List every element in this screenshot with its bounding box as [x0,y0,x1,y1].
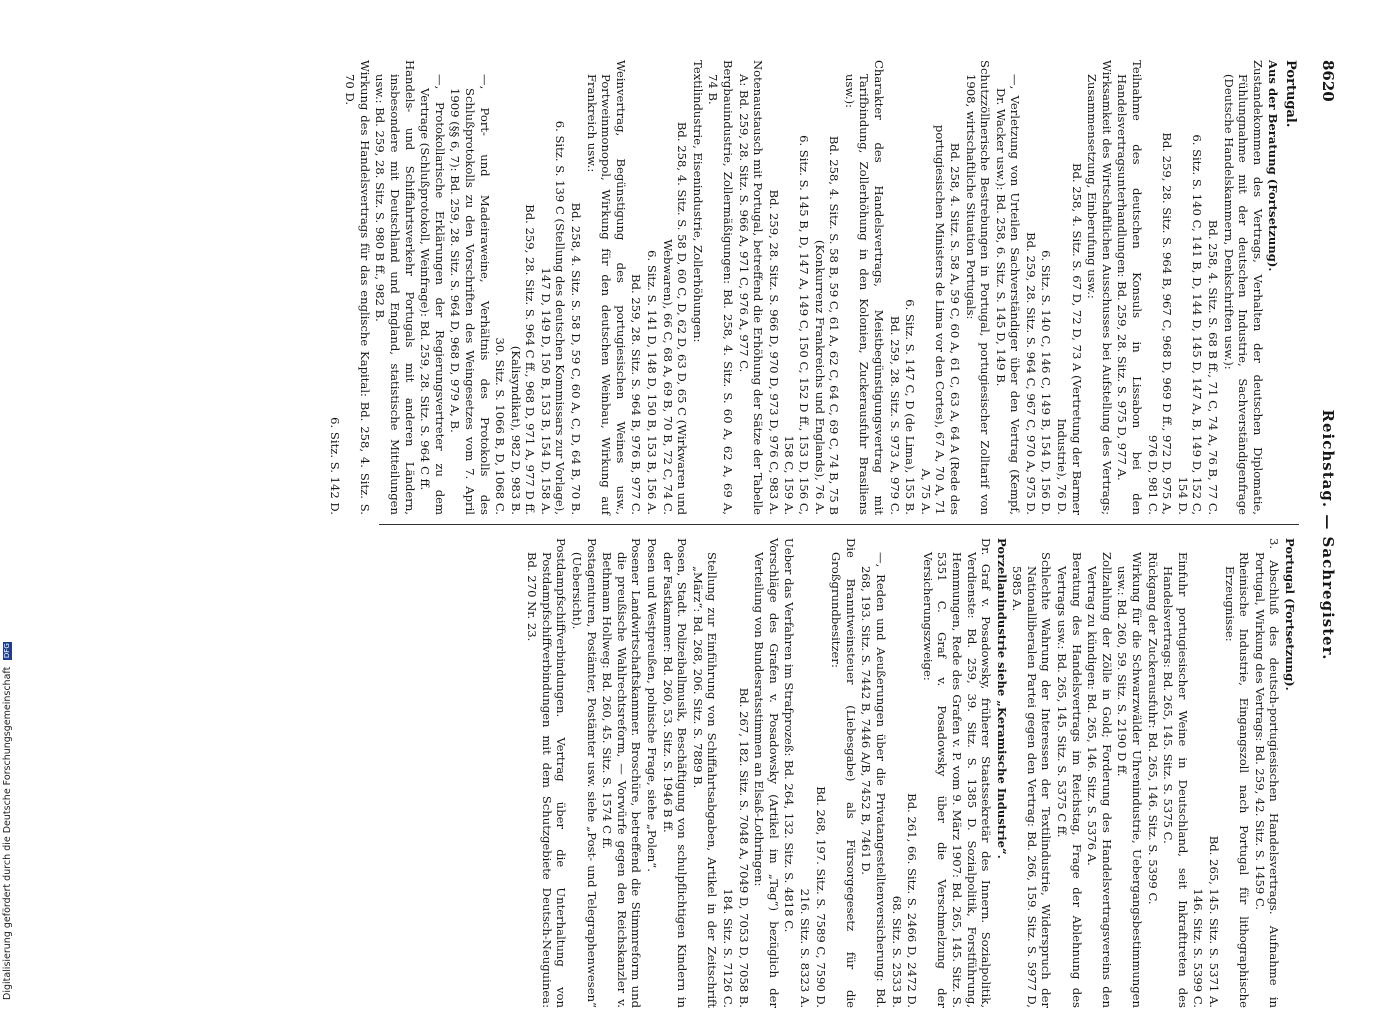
right-entry: Bd. 267, 182. Sitz. S. 7048 A, 7049 D, 7053 D, 7058 B. [736,687,751,1008]
right-entry: Posener Landwirtschaftskammer. Broschüre, betreffend die Stimmreform und die preußische Wahlrechtsreform, — Vorwürfe gegen den Reichskanzler v. Bethmann Hollweg: Bd. 260, 45. Sitz. S. 1574 C ff. [600,538,644,1008]
right-entry: Bd. 265, 145. Sitz. S. 5371 A. [1207,835,1222,1008]
left-entry: Zustandekommen des Vertrags, Verhalten der deutschen Diplomatie, Fühlungnahme mit der deutschen Industrie, Sachverständigenfrage (Deutsche Handelskammern, Denkschriften usw.): [1221,60,1265,515]
left-entry: Bd. 259, 28. Sitz. S. 964 C ff., 968 D, 971 A, 977 D ff. (Kalisyndikat), 982 D, 983 B. [508,204,538,515]
right-entry: Schlechte Wahrung der Interessen der Textilindustrie, Widerspruch der Nationalliberalen Partei gegen den Vertrag: Bd. 266, 159. Sitz. S. 5977 D, 5985 A. [1010,552,1054,1008]
right-entry: Zollzahlung der Zölle in Gold; Forderung des Handelsvertragsvereins den Vertrag zu kündigen: Bd. 265, 146. Sitz. S. 5376 A. [1085,552,1114,1008]
left-entry: Textilindustrie, Eisenindustrie, Zollerhöhungen: [690,60,705,343]
left-entry: 6. Sitz. S. 147 C, D (de Lima), 155 B. [903,299,918,515]
left-entry: Notenaustausch mit Portugal, betreffend die Erhöhung der Sätze der Tabelle A: Bd. 259, 28. Sitz. S. 966 A, 971 C, 976 A, 977 C. [736,60,766,515]
right-entry: 216. Sitz. S. 8323 A. [798,888,812,1008]
right-entry: Posen und Westpreußen, polnische Frage, siehe „Polen“. [645,538,660,872]
left-entry: Wirksamkeit des Wirtschaftlichen Ausschusses bei Aufstellung des Vertrags; Zusammensetzung, Einberufung usw.: [1085,60,1114,515]
left-entry: Schutzzöllnerische Bestrebungen in Portugal, portugiesischer Zolltarif von 1908, wirtschaftliche Situation Portugals: [963,60,993,515]
right-entry: Rheinische Industrie, Eingangszoll nach Portugal für lithographische Erzeugnisse: [1222,552,1252,1008]
right-entry: Rückgang der Zuckerausfuhr: Bd. 265, 146. Sitz. S. 5399 C. [1145,552,1160,905]
right-entry: 184. Sitz. S. 7126 C. [721,888,736,1008]
right-entry: Bd. 268, 197. Sitz. S. 7589 C, 7590 D. [813,786,828,1008]
left-entry: Bd. 259, 28. Sitz. S. 964 C, 967 C, 970 A, 975 D. [1023,232,1038,515]
left-entry: Teilnahme des deutschen Konsuls in Lissabon bei den Handelsvertragsunterhandlungen: Bd. 259, 28. Sitz. S. 975 D, 977 A. [1115,60,1145,515]
right-entry: 146. Sitz. S. 5399 C. [1191,888,1206,1008]
right-entry: Die Branntweinsteuer (Liebesgabe) als Fürsorgegesetz für die Großgrundbesitzer: [829,538,858,1008]
right-entry: Dr. Graf v. Posadowsky, früherer Staatssekretär des Innern. Sozialpolitik, Verdienste: Bd. 259, 39. Sitz. S. 1385 D. Sozialpolitik, Forstführung, Hemmungen, Rede des Grafen v. P. vom 9. März 1907: Bd. 265, 145. Sitz. S. 5351 C. Graf v. Posadowsky über die Verschmelzung der Versicherungszweige: [920,538,994,1008]
left-entry: Bd. 258, 4. Sitz. S. 68 B ff., 71 C, 74 A, 76 B, 77 C. [1206,219,1221,515]
left-entry: —, Protokollarische Erklärungen der Regierungsvertreter zu dem Vertrage (Schlußprotokoll, Weinfrage): Bd. 259, 28. Sitz. S. 964 C ff. [418,74,447,515]
right-entry: —, Reden und Aeußerungen über die Privatangestelltenversicherung: Bd. 268, 193. Sitz. S. 7442 B, 7446 A/B, 7452 B, 7461 D. [859,552,888,1008]
column-divider [379,524,1299,525]
left-entry: Wirkung des Handelsvertrags für das englische Kapital: Bd. 258, 4. Sitz. S. 70 D. [343,60,372,515]
dfg-logo: DFG [3,643,11,659]
left-entry: Bd. 258, 4. Sitz. S. 58 D, 59 C, 60 A, C, D, 64 B, 70 B. [569,202,584,515]
right-entry: 3. Abschluß des deutsch-portugiesischen Handelsvertrags. Aufnahme in Portugal, Wirkung des Vertrags: Bd. 259, 42. Sitz. S. 1459 C. [1252,538,1282,1008]
page-title: Reichstag. — Sachregister. [1319,409,1337,661]
right-entries [525,538,1297,1008]
left-entry: Bd. 258, 4. Sitz. S. 58 A, 59 C, 60 A, 61 C, 63 A, 64 A (Rede des portugiesischen Ministers de Lima vor den Cortes), 67 A, 70 A, 71 A, 75 A. [918,124,962,515]
left-column-heading: Portugal. [1283,60,1298,128]
right-entry: Bd. 261, 66. Sitz. S. 2466 D, 2472 D. [905,793,920,1008]
left-entry: Bergbauindustrie, Zollermäßigungen: Bd. 258, 4. Sitz. S. 60 A, 62 A, 69 A, 74 B. [706,60,736,515]
left-entry: 6. Sitz. S. 142 D. [327,417,342,515]
left-entry: 6. Sitz. S. 141 D, 148 D, 150 B, 153 B, 156 A. [645,250,660,515]
page-number: 8620 [1319,60,1337,102]
right-entry: Beratung des Handelsvertrags im Reichstag, Frage der Ablehnung des Vertrags usw.: Bd. 265, 145. Sitz. S. 5375 C ff. [1055,552,1084,1008]
left-entry: 6. Sitz. S. 139 C (Stellung des deutschen Kommissars zur Vorlage), 147 D, 149 D, 150 B, 153 B, 154 D, 158 A. [538,120,568,515]
left-entry: Aus der Beratung (Fortsetzung). [1266,60,1281,272]
left-entry: 30. Sitz. S. 1066 B, D, 1068 C. [493,337,508,515]
left-entry: Weinvertrag, Begünstigung des portugiesischen Weines usw., Portweinmonopol, Wirkung für den deutschen Weinbau, Wirkung auf Frankreich usw.: [584,60,628,515]
right-entry: Vorschläge des Grafen v. Posadowsky (Artikel im „Tag“) bezüglich der Verteilung von Bundesratsstimmen an Elsaß-Lothringen: [752,538,781,1008]
left-entry: Bd. 259, 28. Sitz. S. 966 D, 970 D, 973 D, 976 C, 983 A. [766,189,781,515]
left-entry: 6. Sitz. S. 140 C, 141 B, D, 144 D, 145 D, 147 A, B, 149 D, 152 C, 154 D. [1175,134,1205,515]
left-column [326,60,1297,515]
left-entry: Bd. 258, 4. Sitz. S. 58 D, 60 C, D, 62 D, 63 D, 65 C (Wirkwaren und Webwaren), 66 C, 68 A, 69 B, 70 B, 72 C, 74 C. [660,121,690,515]
right-entry: Wirkung für die Schwarzwälder Uhrenindustrie, Uebergangsbestimmungen usw.: Bd. 260, 59. Sitz. S. 2190 D ff. [1115,552,1145,1008]
left-entry: 6. Sitz. S. 145 B, D, 147 A, 149 C, 150 C, 152 D ff., 153 D, 156 C, 158 C, 159 A. [782,135,811,515]
left-entries [327,60,1280,515]
left-entry: Charakter des Handelsvertrags, Meistbegünstigungsvertrag mit Tarifbindung, Zollerhöhung in den Kolonien, Zuckerausfuhr Brasiliens usw.): [842,60,886,515]
right-entry: Portugal (Fortsetzung). [1283,538,1297,691]
right-entry: 68. Sitz. S. 2533 B. [889,895,904,1008]
right-entry: Posen, Stadt. Polizeiballmusik, Beschäftigung von schulpflichtigen Kindern in der Fastkammer: Bd. 260, 53. Sitz. S. 1946 B ff. [660,538,690,1008]
right-column [524,538,1297,1008]
footer-text: Digitalisierung gefördert durch die Deutsche Forschungsgemeinschaft [2,666,13,1000]
left-entry: Bd. 259, 28. Sitz. S. 964 B, 976 B, 977 C. [629,274,644,515]
digitization-footer [2,0,16,1000]
left-entry: Bd. 258, 4. Sitz. S. 67 D, 72 D, 73 A (Vertretung der Barmer Industrie), 76 D. [1055,162,1084,515]
left-entry: Bd. 258, 4. Sitz. S. 58 B, 59 C, 61 A, 62 C, 64 C, 69 C, 74 B, 75 B (Konkurrenz Frankreichs und Englands), 76 A. [812,135,842,515]
right-entry: Postdampfschiffverbindungen. Vertrag über die Unterhaltung von Postdampfschiffverbindungen mit dem Schutzgebiete Deutsch-Neuguinea: Bd. 270 Nr. 23. [525,538,569,1008]
left-entry: Bd. 259, 28. Sitz. S. 973 A, 979 C. [887,315,902,515]
right-entry: Porzellanindustrie siehe „Keramische Industrie“. [994,538,1009,859]
left-entry: —, Verletzung von Urteilen Sachverständiger über den Vertrag (Kempf, Dr. Wacker usw.): Bd. 258, 6. Sitz. S. 145 D, 149 B. [993,74,1023,515]
right-entry: Ueber das Verfahren im Strafprozeß: Bd. 264, 132. Sitz. S. 4818 C. [782,538,797,933]
right-entry: Postagenturen, Postämter, Postämter usw. siehe „Post- und Telegraphenwesen“ (Uebersicht). [570,538,599,1008]
right-entry: Stellung zur Einführung von Schiffahrtsabgaben, Artikel in der Zeitschrift „März“: Bd. 268, 206. Sitz. S. 7889 B. [690,552,720,1008]
rotated-register-page [10,60,1335,1010]
left-entry: 6. Sitz. S. 140 C, 146 C, 149 B, 154 D, 156 D. [1039,250,1054,515]
left-entry: —, Port- und Madeiraweine, Verhältnis des Protokolls des Schlußprotokolls zu den Vorschriften des Weingesetzes vom 7. April 1909 (§§ 6, 7): Bd. 259, 28. Sitz. S. 964 D, 968 D, 979 A, B. [448,74,492,515]
left-entry: Handels- und Schiffahrtsverkehr Portugals mit anderen Ländern, insbesondere mit Deutschland und England, statistische Mitteilungen usw.: Bd. 259, 28. Sitz. S. 980 B ff., 982 B. [373,60,417,515]
page-header [1311,60,1335,1010]
right-entry: Einfuhr portugiesischer Weine in Deutschland, seit Inkrafttreten des Handelsvertrags: Bd. 265, 145. Sitz. S. 5375 C. [1161,552,1190,1008]
left-entry: Bd. 259, 28. Sitz. S. 964 B, 967 C, 968 D, 969 D ff., 972 D, 975 A, 976 D, 981 C. [1145,132,1175,515]
